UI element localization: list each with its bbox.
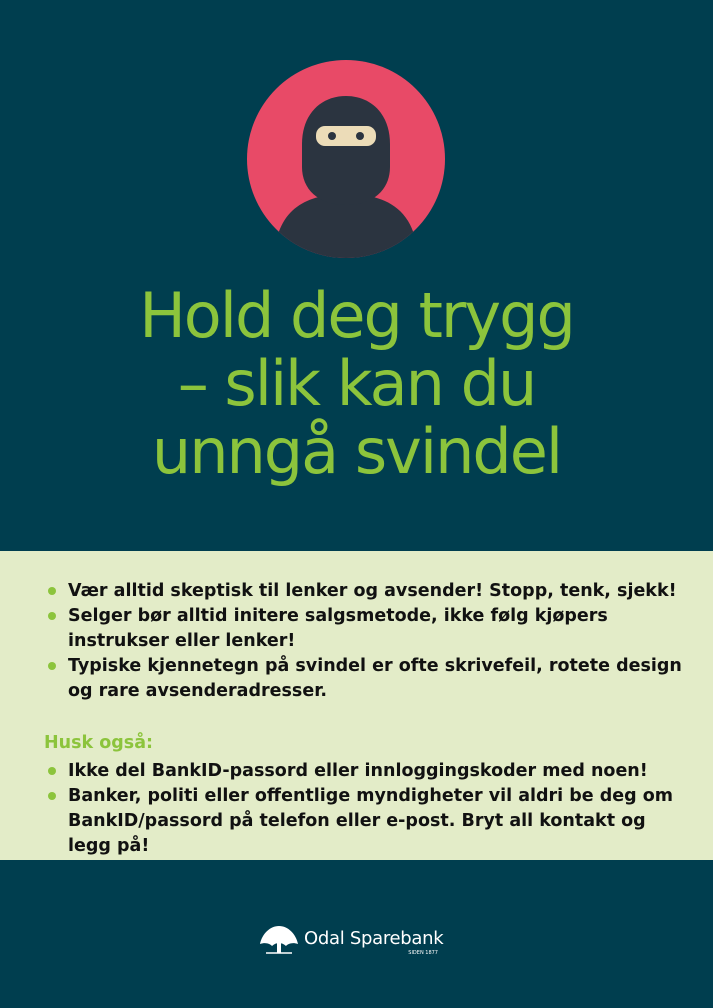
list-item bbox=[48, 579, 688, 604]
tips-list bbox=[48, 579, 688, 704]
title-line-1: Hold deg trygg bbox=[139, 279, 574, 352]
poster-title bbox=[0, 279, 713, 488]
bullet-dot-icon bbox=[48, 662, 56, 670]
bullet-dot-icon bbox=[48, 767, 56, 775]
bullet-dot-icon bbox=[48, 587, 56, 595]
odal-sparebank-logo bbox=[258, 920, 458, 962]
husk-heading: Husk også: bbox=[44, 733, 154, 753]
logo-since: SIDEN 1877 bbox=[408, 950, 438, 956]
list-item bbox=[48, 654, 688, 704]
title-line-2: – slik kan du bbox=[177, 347, 536, 420]
tree-icon bbox=[258, 922, 300, 956]
tips-panel bbox=[0, 551, 713, 860]
title-line-3: unngå svindel bbox=[151, 415, 562, 488]
list-item-text: Vær alltid skeptisk til lenker og avsender! Stopp, tenk, sjekk! bbox=[68, 581, 677, 601]
list-item-text: Selger bør alltid initere salgsmetode, ikke følg kjøpers instrukser eller lenker! bbox=[68, 606, 608, 651]
logo-name: Odal Sparebank bbox=[304, 928, 444, 949]
bullet-dot-icon bbox=[48, 792, 56, 800]
list-item-text: Ikke del BankID-passord eller innloggingskoder med noen! bbox=[68, 761, 648, 781]
list-item bbox=[48, 784, 688, 859]
list-item bbox=[48, 759, 688, 784]
list-item-text: Banker, politi eller offentlige myndigheter vil aldri be deg om BankID/passord på telefon eller e-post. Bryt all kontakt og legg på! bbox=[68, 786, 674, 856]
list-item bbox=[48, 604, 688, 654]
husk-list bbox=[48, 759, 688, 859]
masked-person-icon bbox=[246, 59, 446, 259]
list-item-text: Typiske kjennetegn på svindel er ofte skrivefeil, rotete design og rare avsenderadresser. bbox=[68, 656, 682, 701]
bullet-dot-icon bbox=[48, 612, 56, 620]
